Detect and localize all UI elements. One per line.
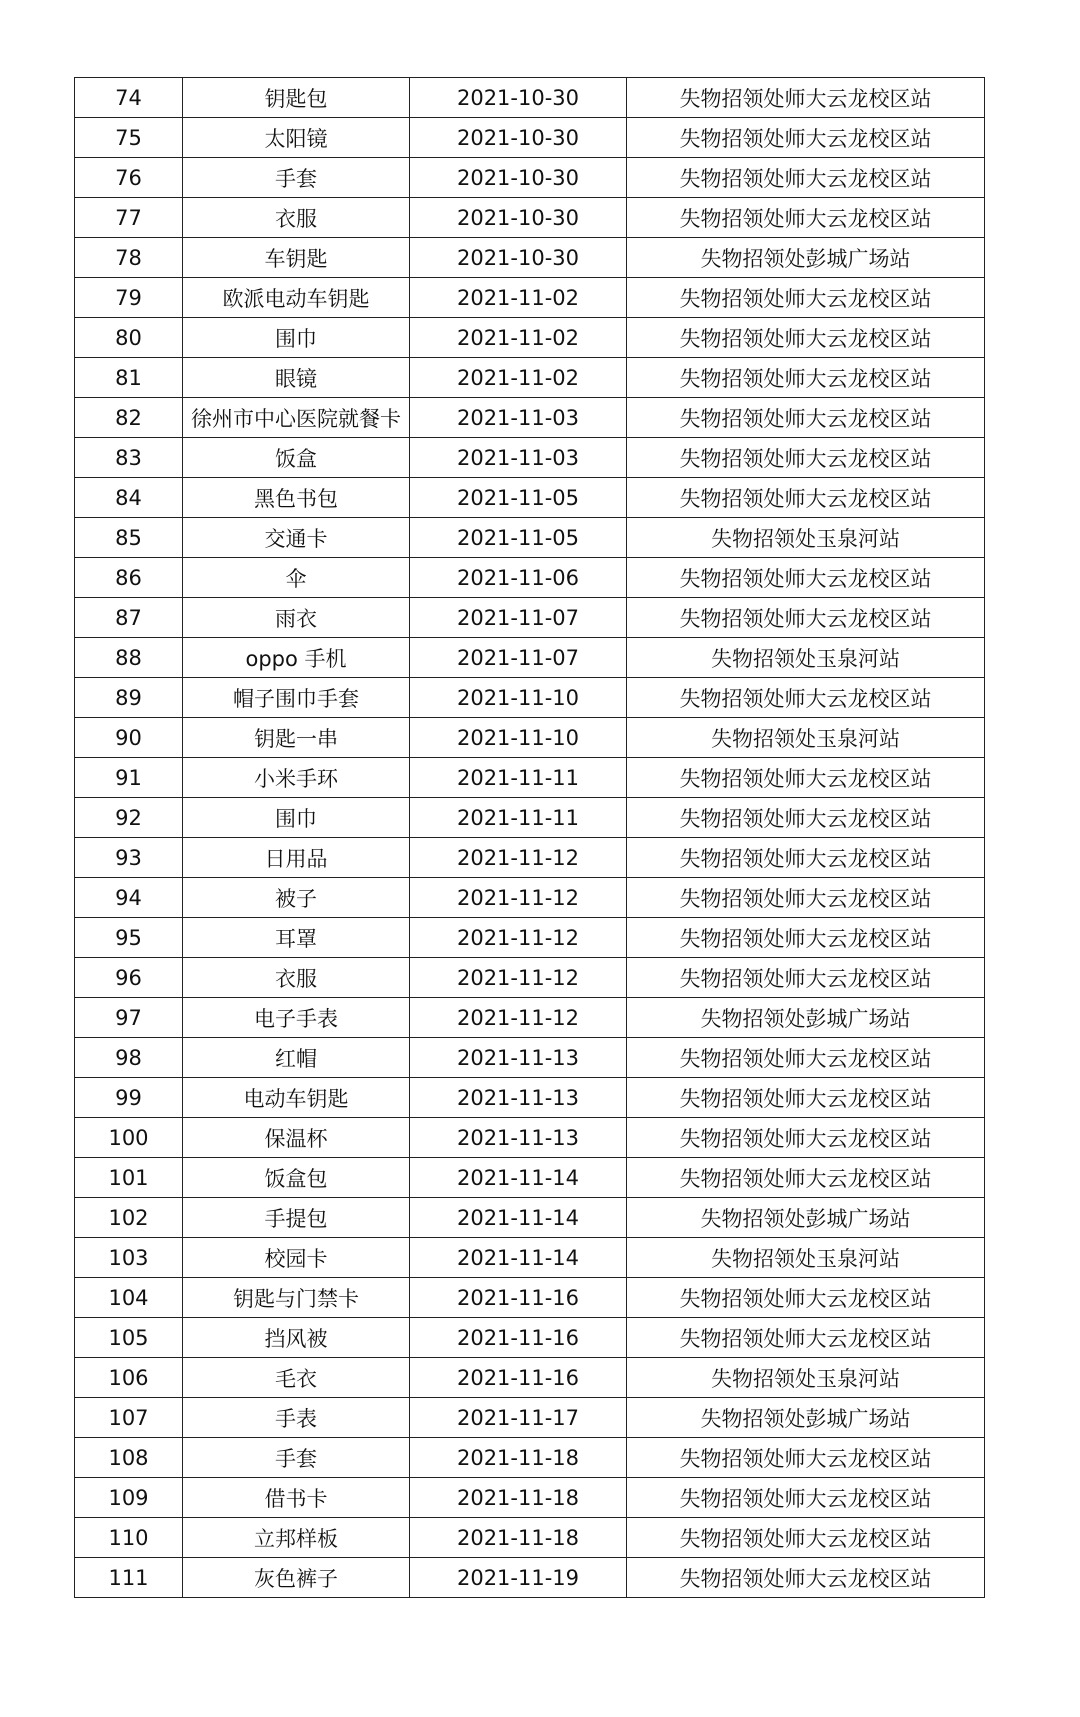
claim-location-cell: 失物招领处师大云龙校区站 [627,678,985,718]
claim-location-cell: 失物招领处师大云龙校区站 [627,118,985,158]
row-number-cell: 104 [75,1278,183,1318]
claim-location-cell: 失物招领处彭城广场站 [627,238,985,278]
claim-location-cell: 失物招领处师大云龙校区站 [627,158,985,198]
table-row [75,758,985,798]
found-date-cell: 2021-11-18 [410,1438,627,1478]
row-number-cell: 110 [75,1518,183,1558]
table-row [75,78,985,118]
row-number-cell: 106 [75,1358,183,1398]
item-name-cell: 小米手环 [183,758,410,798]
found-date-cell: 2021-11-17 [410,1398,627,1438]
table-row [75,878,985,918]
item-name-cell: 毛衣 [183,1358,410,1398]
row-number-cell: 100 [75,1118,183,1158]
row-number-cell: 109 [75,1478,183,1518]
claim-location-cell: 失物招领处彭城广场站 [627,998,985,1038]
table-row [75,678,985,718]
claim-location-cell: 失物招领处师大云龙校区站 [627,1158,985,1198]
found-date-cell: 2021-11-19 [410,1558,627,1598]
found-date-cell: 2021-11-11 [410,758,627,798]
item-name-cell: 红帽 [183,1038,410,1078]
item-name-cell: 灰色裤子 [183,1558,410,1598]
found-date-cell: 2021-11-02 [410,358,627,398]
item-name-cell: 交通卡 [183,518,410,558]
row-number-cell: 101 [75,1158,183,1198]
found-date-cell: 2021-11-13 [410,1118,627,1158]
item-name-cell: 欧派电动车钥匙 [183,278,410,318]
found-date-cell: 2021-11-14 [410,1238,627,1278]
item-name-cell: 被子 [183,878,410,918]
table-row [75,478,985,518]
found-date-cell: 2021-11-14 [410,1158,627,1198]
item-name-cell: 钥匙一串 [183,718,410,758]
claim-location-cell: 失物招领处师大云龙校区站 [627,358,985,398]
item-name-cell: 保温杯 [183,1118,410,1158]
item-name-cell: 雨衣 [183,598,410,638]
row-number-cell: 84 [75,478,183,518]
lost-items-table-body [75,78,985,1598]
claim-location-cell: 失物招领处师大云龙校区站 [627,878,985,918]
item-name-cell: 电动车钥匙 [183,1078,410,1118]
row-number-cell: 90 [75,718,183,758]
claim-location-cell: 失物招领处彭城广场站 [627,1198,985,1238]
found-date-cell: 2021-10-30 [410,118,627,158]
found-date-cell: 2021-11-10 [410,678,627,718]
row-number-cell: 86 [75,558,183,598]
table-row [75,118,985,158]
row-number-cell: 80 [75,318,183,358]
claim-location-cell: 失物招领处师大云龙校区站 [627,1518,985,1558]
found-date-cell: 2021-11-13 [410,1078,627,1118]
item-name-cell: 立邦样板 [183,1518,410,1558]
row-number-cell: 89 [75,678,183,718]
claim-location-cell: 失物招领处师大云龙校区站 [627,1318,985,1358]
found-date-cell: 2021-11-03 [410,398,627,438]
table-row [75,1078,985,1118]
lost-items-table [74,77,985,1598]
claim-location-cell: 失物招领处师大云龙校区站 [627,1478,985,1518]
item-name-cell: 耳罩 [183,918,410,958]
claim-location-cell: 失物招领处师大云龙校区站 [627,198,985,238]
claim-location-cell: 失物招领处玉泉河站 [627,1238,985,1278]
row-number-cell: 97 [75,998,183,1038]
item-name-cell: 手套 [183,158,410,198]
table-row [75,1118,985,1158]
row-number-cell: 79 [75,278,183,318]
item-name-cell: 饭盒包 [183,1158,410,1198]
claim-location-cell: 失物招领处师大云龙校区站 [627,838,985,878]
table-row [75,278,985,318]
row-number-cell: 76 [75,158,183,198]
table-row [75,1438,985,1478]
claim-location-cell: 失物招领处师大云龙校区站 [627,1078,985,1118]
table-row [75,1198,985,1238]
table-row [75,1558,985,1598]
claim-location-cell: 失物招领处师大云龙校区站 [627,1438,985,1478]
item-name-cell: 校园卡 [183,1238,410,1278]
claim-location-cell: 失物招领处师大云龙校区站 [627,758,985,798]
table-row [75,638,985,678]
found-date-cell: 2021-11-18 [410,1478,627,1518]
table-row [75,598,985,638]
table-row [75,798,985,838]
claim-location-cell: 失物招领处彭城广场站 [627,1398,985,1438]
row-number-cell: 91 [75,758,183,798]
claim-location-cell: 失物招领处师大云龙校区站 [627,798,985,838]
claim-location-cell: 失物招领处师大云龙校区站 [627,1118,985,1158]
table-row [75,1398,985,1438]
item-name-cell: 借书卡 [183,1478,410,1518]
found-date-cell: 2021-10-30 [410,198,627,238]
table-row [75,1278,985,1318]
found-date-cell: 2021-11-18 [410,1518,627,1558]
item-name-cell: 挡风被 [183,1318,410,1358]
row-number-cell: 92 [75,798,183,838]
row-number-cell: 108 [75,1438,183,1478]
table-row [75,318,985,358]
table-row [75,1318,985,1358]
row-number-cell: 111 [75,1558,183,1598]
item-name-cell: 衣服 [183,958,410,998]
claim-location-cell: 失物招领处师大云龙校区站 [627,78,985,118]
row-number-cell: 74 [75,78,183,118]
item-name-cell: 帽子围巾手套 [183,678,410,718]
found-date-cell: 2021-10-30 [410,158,627,198]
row-number-cell: 107 [75,1398,183,1438]
item-name-cell: 围巾 [183,798,410,838]
table-row [75,558,985,598]
row-number-cell: 105 [75,1318,183,1358]
row-number-cell: 88 [75,638,183,678]
claim-location-cell: 失物招领处玉泉河站 [627,718,985,758]
item-name-cell: 车钥匙 [183,238,410,278]
table-row [75,958,985,998]
row-number-cell: 81 [75,358,183,398]
table-row [75,1358,985,1398]
found-date-cell: 2021-11-07 [410,638,627,678]
claim-location-cell: 失物招领处玉泉河站 [627,518,985,558]
item-name-cell: 手提包 [183,1198,410,1238]
item-name-cell: 手表 [183,1398,410,1438]
found-date-cell: 2021-11-02 [410,278,627,318]
item-name-cell: 黑色书包 [183,478,410,518]
row-number-cell: 94 [75,878,183,918]
table-row [75,1038,985,1078]
table-row [75,998,985,1038]
item-name-cell: oppo 手机 [183,638,410,678]
table-row [75,518,985,558]
row-number-cell: 95 [75,918,183,958]
item-name-cell: 饭盒 [183,438,410,478]
table-row [75,918,985,958]
found-date-cell: 2021-11-05 [410,518,627,558]
found-date-cell: 2021-11-11 [410,798,627,838]
found-date-cell: 2021-11-14 [410,1198,627,1238]
found-date-cell: 2021-11-16 [410,1278,627,1318]
found-date-cell: 2021-11-12 [410,918,627,958]
table-row [75,158,985,198]
table-row [75,1158,985,1198]
found-date-cell: 2021-11-05 [410,478,627,518]
claim-location-cell: 失物招领处师大云龙校区站 [627,438,985,478]
claim-location-cell: 失物招领处玉泉河站 [627,1358,985,1398]
claim-location-cell: 失物招领处师大云龙校区站 [627,1558,985,1598]
found-date-cell: 2021-10-30 [410,238,627,278]
table-row [75,1238,985,1278]
row-number-cell: 85 [75,518,183,558]
row-number-cell: 82 [75,398,183,438]
found-date-cell: 2021-11-10 [410,718,627,758]
table-row [75,398,985,438]
found-date-cell: 2021-11-06 [410,558,627,598]
claim-location-cell: 失物招领处师大云龙校区站 [627,598,985,638]
claim-location-cell: 失物招领处师大云龙校区站 [627,398,985,438]
row-number-cell: 93 [75,838,183,878]
table-row [75,838,985,878]
row-number-cell: 77 [75,198,183,238]
item-name-cell: 徐州市中心医院就餐卡 [183,398,410,438]
table-row [75,238,985,278]
found-date-cell: 2021-11-03 [410,438,627,478]
item-name-cell: 手套 [183,1438,410,1478]
found-date-cell: 2021-11-13 [410,1038,627,1078]
claim-location-cell: 失物招领处师大云龙校区站 [627,918,985,958]
row-number-cell: 96 [75,958,183,998]
item-name-cell: 眼镜 [183,358,410,398]
claim-location-cell: 失物招领处师大云龙校区站 [627,958,985,998]
found-date-cell: 2021-11-07 [410,598,627,638]
item-name-cell: 钥匙与门禁卡 [183,1278,410,1318]
claim-location-cell: 失物招领处师大云龙校区站 [627,558,985,598]
claim-location-cell: 失物招领处师大云龙校区站 [627,478,985,518]
table-row [75,1518,985,1558]
found-date-cell: 2021-11-16 [410,1318,627,1358]
row-number-cell: 78 [75,238,183,278]
lost-and-found-document [74,77,984,1598]
row-number-cell: 87 [75,598,183,638]
found-date-cell: 2021-10-30 [410,78,627,118]
table-row [75,718,985,758]
found-date-cell: 2021-11-16 [410,1358,627,1398]
item-name-cell: 钥匙包 [183,78,410,118]
row-number-cell: 75 [75,118,183,158]
item-name-cell: 衣服 [183,198,410,238]
table-row [75,438,985,478]
found-date-cell: 2021-11-12 [410,838,627,878]
found-date-cell: 2021-11-12 [410,998,627,1038]
item-name-cell: 伞 [183,558,410,598]
found-date-cell: 2021-11-12 [410,878,627,918]
row-number-cell: 102 [75,1198,183,1238]
table-row [75,358,985,398]
row-number-cell: 99 [75,1078,183,1118]
table-row [75,1478,985,1518]
row-number-cell: 103 [75,1238,183,1278]
claim-location-cell: 失物招领处师大云龙校区站 [627,318,985,358]
item-name-cell: 围巾 [183,318,410,358]
row-number-cell: 98 [75,1038,183,1078]
claim-location-cell: 失物招领处师大云龙校区站 [627,278,985,318]
table-row [75,198,985,238]
item-name-cell: 太阳镜 [183,118,410,158]
found-date-cell: 2021-11-12 [410,958,627,998]
row-number-cell: 83 [75,438,183,478]
item-name-cell: 日用品 [183,838,410,878]
item-name-cell: 电子手表 [183,998,410,1038]
found-date-cell: 2021-11-02 [410,318,627,358]
claim-location-cell: 失物招领处玉泉河站 [627,638,985,678]
claim-location-cell: 失物招领处师大云龙校区站 [627,1278,985,1318]
claim-location-cell: 失物招领处师大云龙校区站 [627,1038,985,1078]
